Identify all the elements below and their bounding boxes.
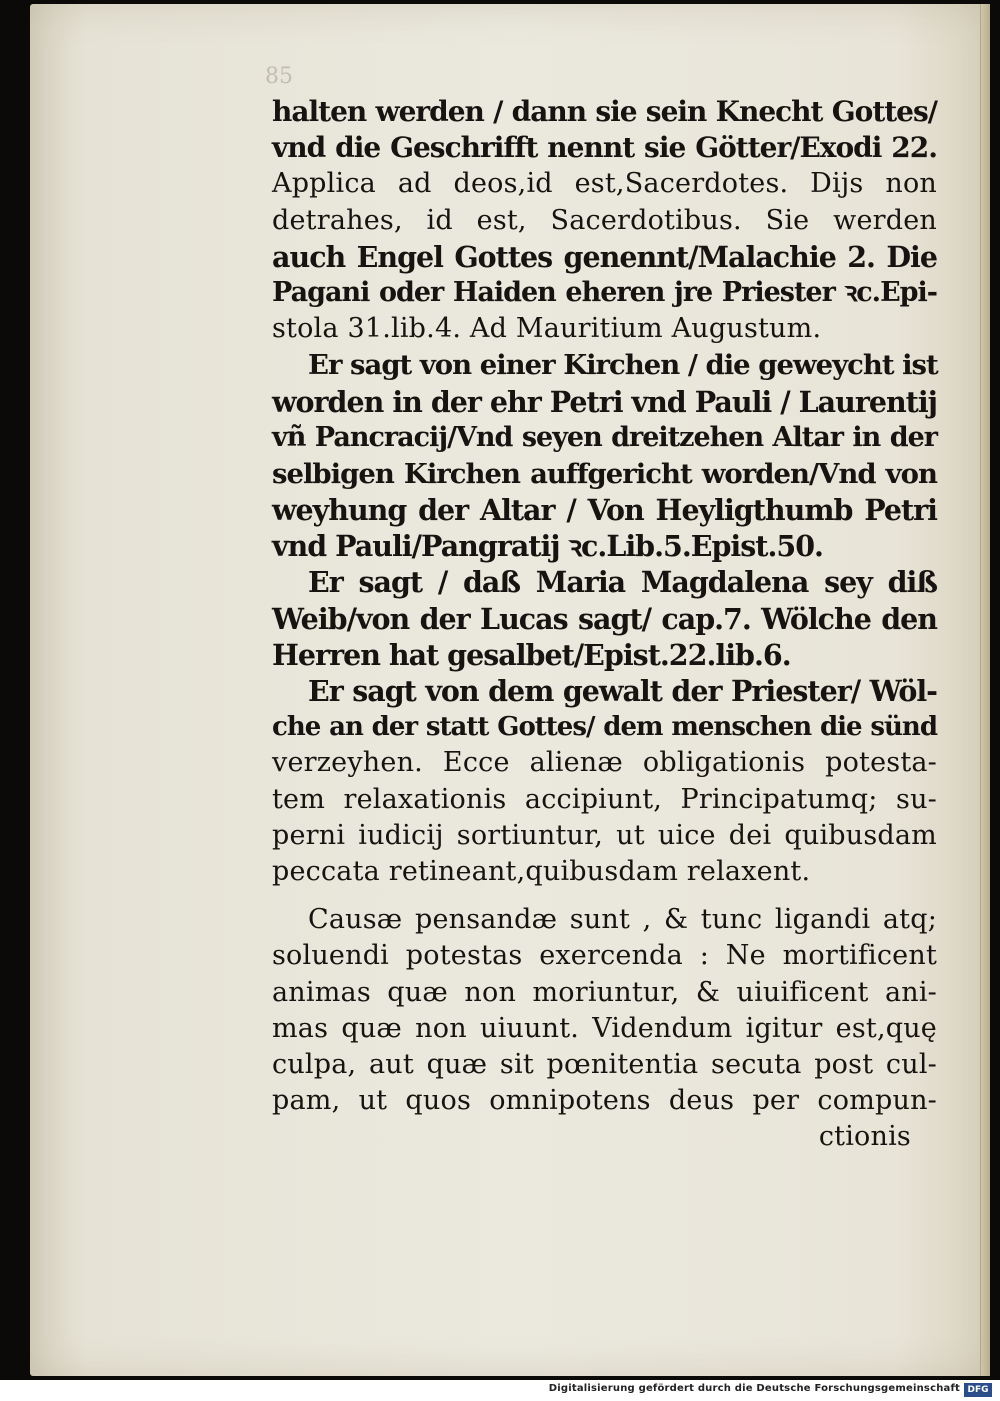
text-line: tem relaxationis accipiunt, Principatumq; su- bbox=[272, 783, 937, 815]
bleed-through-page-number: 85 bbox=[265, 64, 293, 89]
funding-credit: Digitalisierung gefördert durch die Deutsche Forschungsgemeinschaft bbox=[548, 1383, 960, 1394]
text-line: culpa, aut quæ sit pœnitentia secuta post cul- bbox=[272, 1048, 937, 1080]
text-line: worden in der ehr Petri vnd Pauli / Laurentij bbox=[272, 384, 937, 419]
text-line: vnd Pauli/Pangratij ꝛc.Lib.5.Epist.50. bbox=[272, 529, 823, 564]
text-line: weyhung der Altar / Von Heyligthumb Petri bbox=[272, 493, 937, 528]
text-line: Herren hat gesalbet/Epist.22.lib.6. bbox=[272, 637, 791, 672]
text-line: pam, ut quos omnipotens deus per compun- bbox=[272, 1085, 937, 1117]
text-line: detrahes, id est, Sacerdotibus. Sie werden bbox=[272, 204, 937, 236]
paragraph-start-line: Er sagt von dem gewalt der Priester/ Wöl- bbox=[308, 674, 937, 708]
text-line: perni iudicij sortiuntur, ut uice dei quibusdam bbox=[272, 819, 937, 851]
text-line: Pagani oder Haiden eheren jre Priester ꝛc.Epi- bbox=[272, 276, 937, 308]
page-edge bbox=[980, 4, 990, 1376]
paragraph-start-line: Er sagt von einer Kirchen / die geweycht ist bbox=[308, 349, 938, 382]
paragraph-start-line: Causæ pensandæ sunt , & tunc ligandi atq; bbox=[308, 904, 937, 936]
text-line: che an der statt Gottes/ dem menschen die sünd bbox=[272, 712, 937, 743]
text-line: Applica ad deos,id est,Sacerdotes. Dijs non bbox=[272, 168, 937, 200]
text-line: mas quæ non uiuunt. Videndum igitur est,quę bbox=[272, 1012, 937, 1044]
text-line: selbigen Kirchen auffgericht worden/Vnd von bbox=[272, 457, 937, 490]
text-line: animas quæ non moriuntur, & uiuificent ani- bbox=[272, 976, 937, 1008]
digitization-footer bbox=[0, 1380, 1000, 1401]
text-line: verzeyhen. Ecce alienæ obligationis potesta- bbox=[272, 747, 937, 779]
text-line: auch Engel Gottes genennt/Malachie 2. Die bbox=[272, 239, 937, 274]
paragraph-gap bbox=[272, 890, 937, 902]
dfg-logo-icon: DFG bbox=[964, 1383, 992, 1397]
text-line: halten werden / dann sie sein Knecht Gottes/ bbox=[272, 95, 937, 128]
text-line: Weib/von der Lucas sagt/ cap.7. Wölche den bbox=[272, 601, 937, 636]
catchword: ctionis bbox=[818, 1121, 911, 1153]
text-line: vnd die Geschrifft nennt sie Götter/Exodi 22. bbox=[272, 131, 937, 165]
text-line: stola 31.lib.4. Ad Mauritium Augustum. bbox=[272, 313, 822, 345]
text-line: soluendi potestas exercenda : Ne mortificent bbox=[272, 940, 937, 972]
paragraph-start-line: Er sagt / daß Maria Magdalena sey diß bbox=[308, 565, 937, 600]
text-line: vñ Pancracij/Vnd seyen dreitzehen Altar in der bbox=[272, 421, 937, 453]
text-line: peccata retineant,quibusdam relaxent. bbox=[272, 855, 811, 887]
page-text bbox=[272, 94, 937, 1155]
